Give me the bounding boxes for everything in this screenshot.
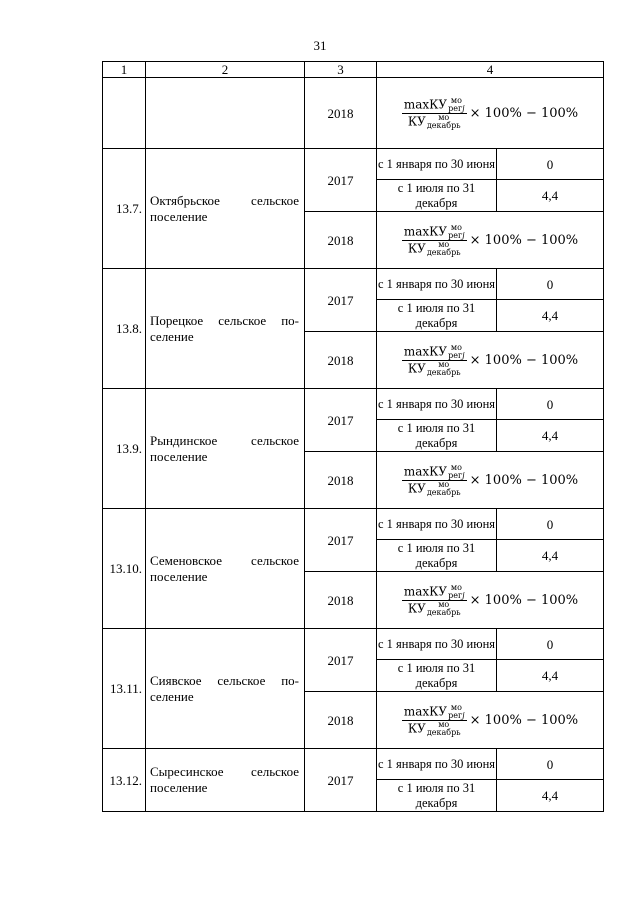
formula-fraction [402, 224, 467, 257]
formula-superscript: мо [450, 95, 462, 105]
formula-base: КУ [407, 721, 426, 736]
formula-indices [448, 344, 465, 360]
formula [402, 584, 578, 617]
item-number-cell [103, 78, 146, 149]
formula-denominator [406, 601, 463, 617]
period-cell: с 1 января по 30 июня [377, 389, 497, 420]
formula-numerator [402, 464, 467, 481]
settlement-name-cell [146, 749, 305, 812]
value-cell: 0 [497, 629, 604, 660]
table-row [103, 629, 604, 660]
formula-subscript: рег [448, 230, 463, 240]
formula-indices [427, 481, 461, 497]
formula-subscript-index: j [462, 230, 465, 240]
formula-fraction [402, 704, 467, 737]
formula-base: КУ [429, 224, 448, 239]
settlement-name-cell [146, 509, 305, 629]
formula-fraction [402, 344, 467, 377]
item-number-cell: 13.8. [103, 269, 146, 389]
formula-superscript: мо [450, 342, 462, 352]
item-number-cell: 13.12. [103, 749, 146, 812]
formula-fraction [402, 584, 467, 617]
header-col-2: 2 [146, 62, 305, 78]
settlement-name-cell [146, 78, 305, 149]
formula-superscript: мо [438, 599, 450, 609]
period-cell: с 1 января по 30 июня [377, 269, 497, 300]
formula-indices [427, 361, 461, 377]
formula-superscript: мо [450, 582, 462, 592]
formula-indices [427, 601, 461, 617]
formula-base: КУ [407, 361, 426, 376]
formula-superscript: мо [438, 239, 450, 249]
year-cell: 2018 [305, 452, 377, 509]
settlement-name-cell [146, 269, 305, 389]
formula-subscript: рег [448, 710, 463, 720]
formula-indices [448, 704, 465, 720]
period-cell: с 1 января по 30 июня [377, 149, 497, 180]
formula-cell [377, 692, 604, 749]
formula-base: КУ [429, 97, 448, 112]
value-cell: 4,4 [497, 540, 604, 572]
formula-numerator [402, 584, 467, 601]
formula-indices [448, 464, 465, 480]
formula-subscript: рег [448, 470, 463, 480]
formula-numerator [402, 704, 467, 721]
table-row [103, 749, 604, 780]
year-cell: 2017 [305, 269, 377, 332]
year-cell: 2017 [305, 149, 377, 212]
formula-tail: × 100% − 100% [469, 472, 579, 488]
formula-base: КУ [407, 241, 426, 256]
formula-denominator [406, 481, 463, 497]
value-cell: 4,4 [497, 780, 604, 812]
formula-subscript-index: j [462, 590, 465, 600]
period-cell: с 1 января по 30 июня [377, 749, 497, 780]
formula-subscript: декабрь [426, 247, 461, 257]
formula-denominator [406, 114, 463, 130]
settlement-name: Октябрьское сельское поселение [150, 192, 299, 224]
page-number: 31 [313, 38, 327, 53]
table-row [103, 149, 604, 180]
formula-cell [377, 452, 604, 509]
formula-superscript: мо [438, 112, 450, 122]
formula-numerator [402, 344, 467, 361]
formula-base: КУ [429, 704, 448, 719]
value-cell: 0 [497, 749, 604, 780]
value-cell: 0 [497, 509, 604, 540]
formula-base: КУ [429, 344, 448, 359]
year-cell: 2018 [305, 572, 377, 629]
formula-base: КУ [429, 584, 448, 599]
settlement-name-cell [146, 629, 305, 749]
table-row [103, 269, 604, 300]
formula-max: max [403, 704, 430, 719]
period-cell: с 1 июля по 31 декабря [377, 660, 497, 692]
period-cell: с 1 июля по 31 декабря [377, 420, 497, 452]
settlement-name-cell [146, 149, 305, 269]
formula-base: КУ [407, 114, 426, 129]
settlement-name: Порецкое сельское по-селение [150, 312, 299, 344]
period-cell: с 1 января по 30 июня [377, 509, 497, 540]
formula-indices [427, 114, 461, 130]
value-cell: 4,4 [497, 300, 604, 332]
formula-superscript: мо [450, 702, 462, 712]
formula-subscript-index: j [462, 470, 465, 480]
year-cell: 2017 [305, 389, 377, 452]
formula-subscript: декабрь [426, 120, 461, 130]
formula-cell [377, 572, 604, 629]
formula-denominator [406, 721, 463, 737]
formula-subscript: декабрь [426, 367, 461, 377]
year-cell: 2017 [305, 509, 377, 572]
formula-superscript: мо [450, 222, 462, 232]
formula-fraction [402, 97, 467, 130]
formula-numerator [402, 224, 467, 241]
item-number-cell: 13.10. [103, 509, 146, 629]
formula-cell [377, 212, 604, 269]
formula-indices [448, 584, 465, 600]
item-number-cell: 13.7. [103, 149, 146, 269]
header-col-4: 4 [377, 62, 604, 78]
table-row-continued [103, 78, 604, 149]
formula-subscript: декабрь [426, 487, 461, 497]
formula-max: max [403, 224, 430, 239]
year-cell: 2018 [305, 332, 377, 389]
value-cell: 4,4 [497, 180, 604, 212]
year-cell: 2018 [305, 212, 377, 269]
formula-cell [377, 78, 604, 149]
period-cell: с 1 января по 30 июня [377, 629, 497, 660]
formula-denominator [406, 241, 463, 257]
tariff-table [102, 61, 604, 812]
formula-indices [448, 97, 465, 113]
item-number-cell: 13.9. [103, 389, 146, 509]
header-col-1: 1 [103, 62, 146, 78]
formula-tail: × 100% − 100% [469, 592, 579, 608]
table-row [103, 389, 604, 420]
formula-base: КУ [407, 601, 426, 616]
formula-subscript: рег [448, 103, 463, 113]
year-cell: 2018 [305, 692, 377, 749]
table-row [103, 509, 604, 540]
value-cell: 4,4 [497, 420, 604, 452]
formula [402, 464, 578, 497]
formula [402, 344, 578, 377]
value-cell: 0 [497, 149, 604, 180]
formula-indices [427, 241, 461, 257]
settlement-name: Рындинское сельское поселение [150, 432, 299, 464]
table-header-row [103, 62, 604, 78]
formula-indices [448, 224, 465, 240]
year-cell: 2018 [305, 78, 377, 149]
item-number-cell: 13.11. [103, 629, 146, 749]
formula [402, 704, 578, 737]
formula-subscript: декабрь [426, 607, 461, 617]
formula-cell [377, 332, 604, 389]
formula-tail: × 100% − 100% [469, 232, 579, 248]
formula-tail: × 100% − 100% [469, 352, 579, 368]
formula-indices [427, 721, 461, 737]
formula-tail: × 100% − 100% [469, 712, 579, 728]
formula-subscript-index: j [462, 350, 465, 360]
period-cell: с 1 июля по 31 декабря [377, 300, 497, 332]
formula-base: КУ [429, 464, 448, 479]
formula-subscript: рег [448, 350, 463, 360]
settlement-name: Сиявское сельское по-селение [150, 672, 299, 704]
settlement-name-cell [146, 389, 305, 509]
formula-superscript: мо [438, 359, 450, 369]
value-cell: 0 [497, 389, 604, 420]
formula-superscript: мо [438, 719, 450, 729]
year-cell: 2017 [305, 629, 377, 692]
formula-numerator [402, 97, 467, 114]
settlement-name: Семеновское сельское поселение [150, 552, 299, 584]
formula [402, 224, 578, 257]
formula-base: КУ [407, 481, 426, 496]
header-col-3: 3 [305, 62, 377, 78]
period-cell: с 1 июля по 31 декабря [377, 180, 497, 212]
formula-subscript-index: j [462, 710, 465, 720]
formula-subscript: декабрь [426, 727, 461, 737]
formula-max: max [403, 97, 430, 112]
formula-max: max [403, 464, 430, 479]
formula-fraction [402, 464, 467, 497]
formula-superscript: мо [450, 462, 462, 472]
settlement-name: Сыресинское сельское поселение [150, 764, 299, 795]
formula-max: max [403, 584, 430, 599]
formula-denominator [406, 361, 463, 377]
formula-subscript-index: j [462, 103, 465, 113]
value-cell: 4,4 [497, 660, 604, 692]
year-cell: 2017 [305, 749, 377, 812]
formula-max: max [403, 344, 430, 359]
formula [402, 97, 578, 130]
formula-superscript: мо [438, 479, 450, 489]
formula-subscript: рег [448, 590, 463, 600]
formula-tail: × 100% − 100% [469, 105, 579, 121]
period-cell: с 1 июля по 31 декабря [377, 780, 497, 812]
period-cell: с 1 июля по 31 декабря [377, 540, 497, 572]
value-cell: 0 [497, 269, 604, 300]
